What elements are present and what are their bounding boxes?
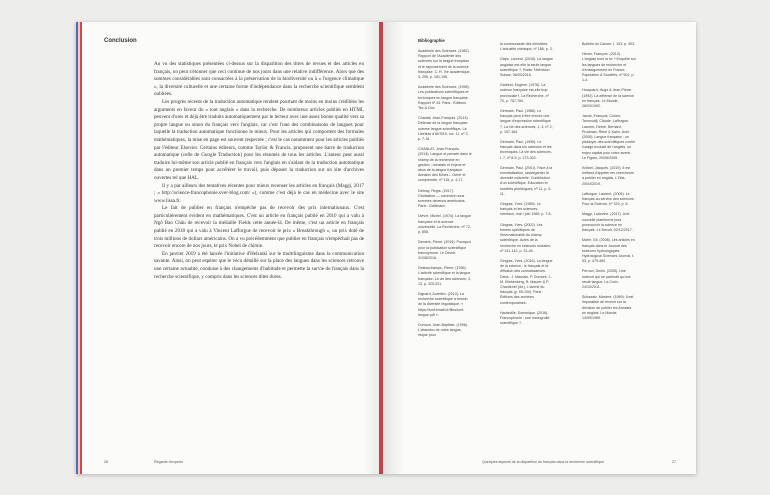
book-spread	[76, 22, 696, 474]
bibliography-entry: Garfield, Eugène. (1976). La science française est-elle trop provinciale?, La Recherche, nº 70, p. 757-760.	[500, 83, 549, 103]
bibliography-entry: Lafforgue, Laurent. (2005). Le français au service des sciences. Pour la Science, nº 329, p. 8.	[582, 191, 635, 207]
bibliography-entry: Demers, Pierre. (2016). Pourquoi pour la publication scientifique francophone. Le Devoir, 31/08/2016.	[418, 240, 471, 260]
bibliography-entry: Knibiel, Jacques. (2019). Il est méfiant d'appeler les chercheurs à publier en anglais. L'Obs, 20/04/2019.	[582, 166, 634, 186]
bibliography-column-1	[418, 49, 472, 344]
bibliography-entry: la communauté des chimistes. L'actualité chimique, nº 186, p. 3.	[500, 42, 553, 52]
bibliography-entry: Gingras, Yves. (2002). Les formes spécifiques de l'internationalité du champ scientifique. Actes de la recherche en sciences sociales, nº 141-142, p. 31-45.	[500, 222, 551, 253]
bibliography-column-3	[582, 42, 636, 326]
gutter-shadow	[364, 22, 386, 474]
bibliography-entry: Jacob, François, Cohen-Tannoudji, Claude, Lafforgue, Laurent, Debré, Bernard, Prudman, René & Kahn, Axel. (2005). Langue française : un plaidoyer des scientifiques contre l'usage exclusif de l'anglais, un enjeu capital pour notre avenir. Le Figaro, 20/06/2005.	[582, 114, 636, 160]
red-stripe	[80, 22, 82, 474]
body-text	[154, 61, 364, 281]
bibliography-entry: Debray, Régis. (2017). Civilisation — comment nous sommes devenus américains. Paris : Gallimard.	[418, 188, 466, 209]
bibliography-entry: Hauteville, Dominique. (2016). Francophonie : une incongruité scientifique ?,	[500, 310, 550, 326]
bibliography-entry: Académie des Sciences. (1982). Rapport de l'Académie des sciences sur la langue française et le rayonnement de la science française. C. R. Vie académique, 3, 295, p. 181-196.	[418, 49, 471, 80]
bibliography-entry: Deslonchamps, Pierre. (1996). L'activité scientifique et la langue française. La vie des sciences, 3, 13, p. 325-331.	[418, 266, 471, 286]
bibliography-entry: Maggi, Ludovine. (2017). Une nouvelle plateforme pour promouvoir la science en français. Le Devoir, 02/12/2017.	[582, 212, 633, 233]
bibliography-entry: Gaps, Laurent. (2016). La langue anglaise est-elle la seule langue scientifique ?, Radio Télévision Suisse, 06/03/2016.	[500, 57, 553, 78]
running-head: Regards d'experts	[154, 460, 184, 464]
paragraph: Au vu des statistiques présentées ci-dessus sur la disparition des titres de revues et des articles en français, on peut s'étonner que ceci continue de nos jours dans une relative indifférence. Alors que des sommes considérables sont consacrées à la préservation de la biodiversité ou à « l'urgence climatique », la diversité culturelle et une certaine forme d'indépendance dans la recherche scientifique semblent oubliées.	[154, 61, 364, 98]
bibliography-entry: Hocquard, Hugo & Jean-Pierre. (1992). La défense de la science en français. Le Monde, 26/03/1992.	[582, 88, 635, 109]
edge-color-stripes	[76, 22, 82, 474]
bibliography-entry: Académie des Sciences. (1998). Les publications scientifiques et techniques en langue française. Rapport nº 43. Paris : Éditions Tec & Doc.	[418, 85, 470, 111]
bibliography-entry: Mahé, Gil. (2008). Les articles en français dans le Journal des sciences hydrologiques. Hydrological Sciences Journal, t. 53, p. 479-484.	[582, 238, 635, 264]
bibliography-entry: Diévre, Michel. (1974). La langue française et la science universelle. La Recherche, nº 72, p. 856.	[418, 214, 471, 235]
bibliography-entry: Bulletin du Cancer, t. 103, p. 403.	[582, 42, 636, 46]
bibliography-column-2	[500, 42, 554, 331]
bibliography-entry: Germain, Paul. (2001). Face à la mondialisation, sauvegarder la diversité culturelle. Contribution d'un scientifique. Éducation et sociétés plurilingues, nº 11, p. 5-11.	[500, 165, 553, 196]
left-page	[76, 22, 386, 474]
paragraph: En janvier 2019 a été lancée l'initiative d'Helsinki sur le multilinguisme dans la communication savante. Ainsi, on peut espérer que le vécu détaillé sur la place des langues dans les sciences retrouve une certaine actualité, conduise à des changements d'habitude et permette la survie du français dans la recherche scientifique, y compris dans les sciences dites dures.	[154, 250, 364, 280]
bibliography-entry: Dumont, Jean-Baptiste. (1996). L'abandon de notre langue, risque pour	[418, 322, 468, 338]
bibliography-entry: Gingras, Yves. (1989). Le français et les sciences. Interface, mai / juin 1989, p. 7-8.	[500, 202, 552, 217]
running-head: Quelques aspects de la disparition du français dans la recherche scientifique	[482, 460, 605, 464]
bibliography-title: Bibliographie	[418, 38, 445, 43]
section-title: Conclusion	[104, 38, 137, 44]
paragraph: Il y a par ailleurs des tentatives récentes pour mieux recenser les articles en français (Maggi, 2017 ; « http://science-francophonie.over-blog.com/ »), comme c'est déjà le cas en médecine avec le site www.lissa.fr.	[154, 182, 364, 204]
right-page	[386, 22, 696, 474]
bibliography-entry: Germain, Paul. (1995). Le français dans les sciences et les techniques. La vie des sciences, t. 7, nº 8-9, p. 273-302.	[500, 140, 552, 160]
bibliography-entry: Héran, François. (2013). L'anglais hors la loi ? Enquête sur les langues de recherche et d'enseignement en France. Population & Sociétés, nº 501, p. 1-4.	[582, 52, 636, 83]
page-number: 26	[104, 460, 108, 464]
bibliography-entry: CHANLAT, Jean-François. (2014). Langue et pensée dans le champ de la recherche en gestion : constats et enjeux et abus de la langue française. Annales des Mines – Gérer et comprendre, nº 115, p. 4-17.	[418, 147, 472, 183]
bibliography-entry: Schwartz, Maxime. (1989). Il est impossible de revenir sur la décision de publier les Annales en anglais. Le Monde, 14/09/1989.	[582, 295, 634, 320]
page-number: 27	[672, 460, 676, 464]
paragraph: Les progrès récents de la traduction automatique rendent pourtant de moins en moins crédibles les arguments en faveur du « tout anglais » dans la recherche. De nombreux articles publiés en HTML peuvent d'ores et déjà être traduits automatiquement par le lecteur avec une assez bonne qualité vers sa propre langue ou sinon du français vers l'anglais, car c'est l'une des combinaisons de langues pour laquelle la traduction automatique fonctionne le mieux. Pour les articles qui comportent des formules mathématiques, la mise en page est souvent respectée ; c'est le cas notamment pour les articles publiés par l'éditeur Elsevier. Certains éditeurs, comme Taylor & Francis, proposent une barre de traduction automatique (celle de Google Traduction) pour les résumés de tous les articles. L'auteur peut aussi traduire lui-même son article publié en français vers l'anglais en s'aidant de la traduction automatique dans un premier temps pour accélérer le travail, puis déposer la traduction sur un site d'archives ouvertes tel que HAL.	[154, 98, 364, 181]
gutter-shadow	[386, 22, 404, 474]
bibliography-entry: Gingras, Yves. (2016). La langue de la science : le français et la diffusion des connaissances. Dans : J. Maurais, P. Dumont, J.-M. Klinkenberg, B. Maurer & P. Chardenet (dir.), L'avenir du français (p. 95-100). Paris : Éditions des archives contemporaines.	[500, 258, 553, 305]
bibliography-entry: Dignard, Aurélien. (2013). La recherche scientifique a besoin de la diversité linguistique, « https://smf.emath.fr/files/smf-langue.pdf ».	[418, 291, 468, 317]
bibliography-entry: Germain, Paul. (1986). Le français peut-il être encore une langue d'expression scientifique ?, La vie des sciences, 1, 3, nº 2, p. 157-164.	[500, 109, 553, 134]
bibliography-entry: Pernon, Denis. (2005). Une science qui ne parlerait qu'une seule langue. La Croix, 24/10/2011.	[582, 269, 631, 289]
bibliography-entry: Chantal, Jean-François. (2013). Défense de la langue française comme langue scientifique. La Libellule d'AESSS, vol. 11, nº 3, p. 7-16.	[418, 116, 469, 142]
paragraph: Le fait de publier en français n'empêche pas de recevoir des prix internationaux. C'est particulièrement évident en mathématiques. C'est un article en français publié en 2010 qui a valu à Ngô Bao Châu de recevoir la médaille Fields cette année-là. De même, c'est un article en français publié en 2018 qui a valu à Vincent Lafforgue de recevoir le prix « Breakthrough », un prix doté de trois millions de dollars américains. On a vu précédemment que publier en français n'empêchait pas de recevoir encore de nos jours, le prix Nobel de chimie.	[154, 205, 364, 250]
